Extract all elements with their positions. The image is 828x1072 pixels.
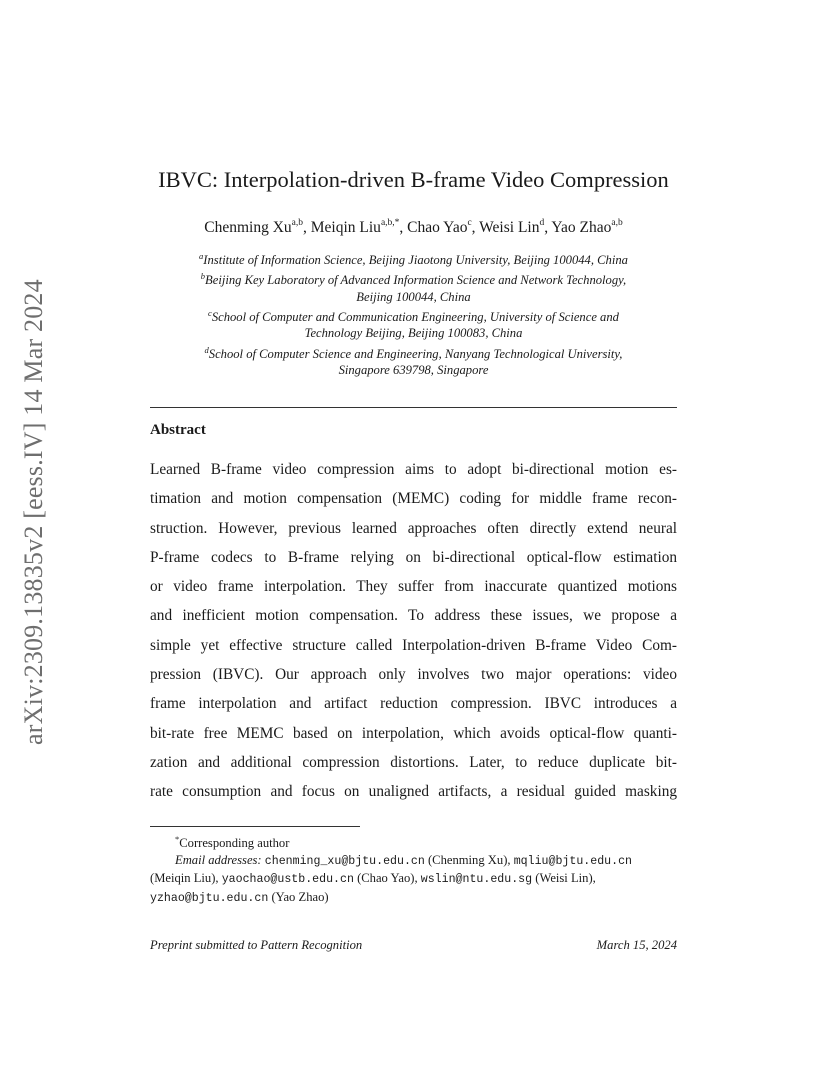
email-link[interactable]: chenming_xu@bjtu.edu.cn (264, 854, 425, 868)
abstract-body (150, 455, 677, 807)
author-affil-sup: d (539, 218, 545, 228)
affiliation-line (150, 248, 677, 268)
abstract-line: and inefficient motion compensation. To address these issues, we propose a (150, 607, 677, 625)
author-affil-sup: c (467, 218, 472, 228)
email-label: Email addresses: (175, 852, 262, 867)
abstract-line: simple yet effective structure called Interpolation-driven B-frame Video Com- (150, 636, 677, 654)
author-name: Yao Zhao (551, 219, 612, 237)
author-affil-sup: a,b (611, 218, 623, 228)
author-separator: , (471, 219, 480, 237)
arxiv-side-stamp: arXiv:2309.13835v2 [eess.IV] 14 Mar 2024 (19, 279, 48, 745)
affil-text: Beijing 100044, China (356, 289, 471, 304)
affiliation-line (150, 342, 677, 362)
affil-text: School of Computer and Communication Engineering, University of Science and (211, 310, 619, 325)
affil-text: Institute of Information Science, Beijing Jiaotong University, Beijing 100044, China (203, 253, 628, 268)
preprint-note: Preprint submitted to Pattern Recognition (150, 938, 363, 952)
footnote-text: Corresponding author (179, 836, 290, 851)
author-affil-sup: a,b,* (380, 218, 400, 228)
abstract-line: bit-rate free MEMC based on interpolation, which avoids optical-flow quanti- (150, 724, 677, 742)
footnotes (150, 831, 677, 908)
author-name: Chenming Xu (204, 219, 292, 237)
paper-title: IBVC: Interpolation-driven B-frame Video Compression (158, 167, 669, 192)
email-owner: (Chao Yao), (357, 871, 418, 886)
abstract-line: Learned B-frame video compression aims to adopt bi-directional motion es- (150, 461, 677, 478)
author-list (150, 214, 677, 238)
author-separator: , (544, 219, 552, 237)
footnote-rule (150, 826, 360, 827)
author-affil-sup: a,b (291, 218, 303, 228)
author-separator: , (303, 219, 311, 237)
email-link[interactable]: yzhao@bjtu.edu.cn (150, 891, 269, 905)
affiliation-line (150, 268, 677, 288)
affiliation-line (150, 289, 677, 305)
abstract-line: timation and motion compensation (MEMC) coding for middle frame recon- (150, 490, 677, 508)
section-divider (150, 407, 677, 408)
abstract-line: struction. However, previous learned approaches often directly extend neural (150, 519, 677, 537)
affiliation-line (150, 325, 677, 341)
abstract-line: P-frame codecs to B-frame relying on bi-directional optical-flow estimation (150, 548, 677, 566)
email-line (150, 852, 677, 871)
affil-sup: a (199, 251, 204, 261)
preprint-date: March 15, 2024 (596, 938, 677, 952)
email-owner: (Yao Zhao) (271, 889, 329, 904)
affil-text: Technology Beijing, Beijing 100083, China (304, 326, 523, 341)
email-owner: (Meiqin Liu), (150, 871, 219, 886)
affiliation-line (150, 305, 677, 325)
affil-sup: b (200, 271, 206, 282)
email-link[interactable]: mqliu@bjtu.edu.cn (513, 854, 632, 868)
email-link[interactable]: wslin@ntu.edu.sg (420, 873, 533, 887)
affil-text: Beijing Key Laboratory of Advanced Information Science and Network Technology, (205, 273, 627, 288)
abstract-line: frame interpolation and artifact reduction compression. IBVC introduces a (150, 695, 677, 713)
affil-sup: d (204, 344, 209, 355)
abstract-line: zation and additional compression distortions. Later, to reduce duplicate bit- (150, 753, 677, 771)
footnote-mark: * (175, 834, 180, 844)
email-owner: (Chenming Xu), (427, 852, 511, 867)
affil-text: Singapore 639798, Singapore (338, 362, 489, 377)
author-name: Chao Yao (407, 219, 468, 237)
abstract-line: pression (IBVC). Our approach only involves two major operations: video (150, 666, 677, 684)
affiliation-block (150, 248, 677, 378)
author-name: Weisi Lin (479, 219, 540, 237)
email-link[interactable]: yaochao@ustb.edu.cn (221, 873, 354, 887)
author-separator: , (399, 219, 408, 237)
affil-text: School of Computer Science and Engineering, Nanyang Technological University, (208, 346, 623, 361)
affiliation-line (150, 362, 677, 378)
email-line (150, 870, 677, 889)
affil-sup: c (208, 307, 212, 318)
abstract-line: rate consumption and focus on unaligned artifacts, a residual guided masking (150, 783, 677, 801)
email-owner: (Weisi Lin), (535, 871, 596, 886)
abstract-line: or video frame interpolation. They suffer from inaccurate quantized motions (150, 578, 677, 596)
email-line (150, 889, 677, 908)
corresponding-author-note (150, 831, 677, 852)
abstract-heading: Abstract (150, 422, 206, 438)
author-name: Meiqin Liu (310, 219, 381, 237)
